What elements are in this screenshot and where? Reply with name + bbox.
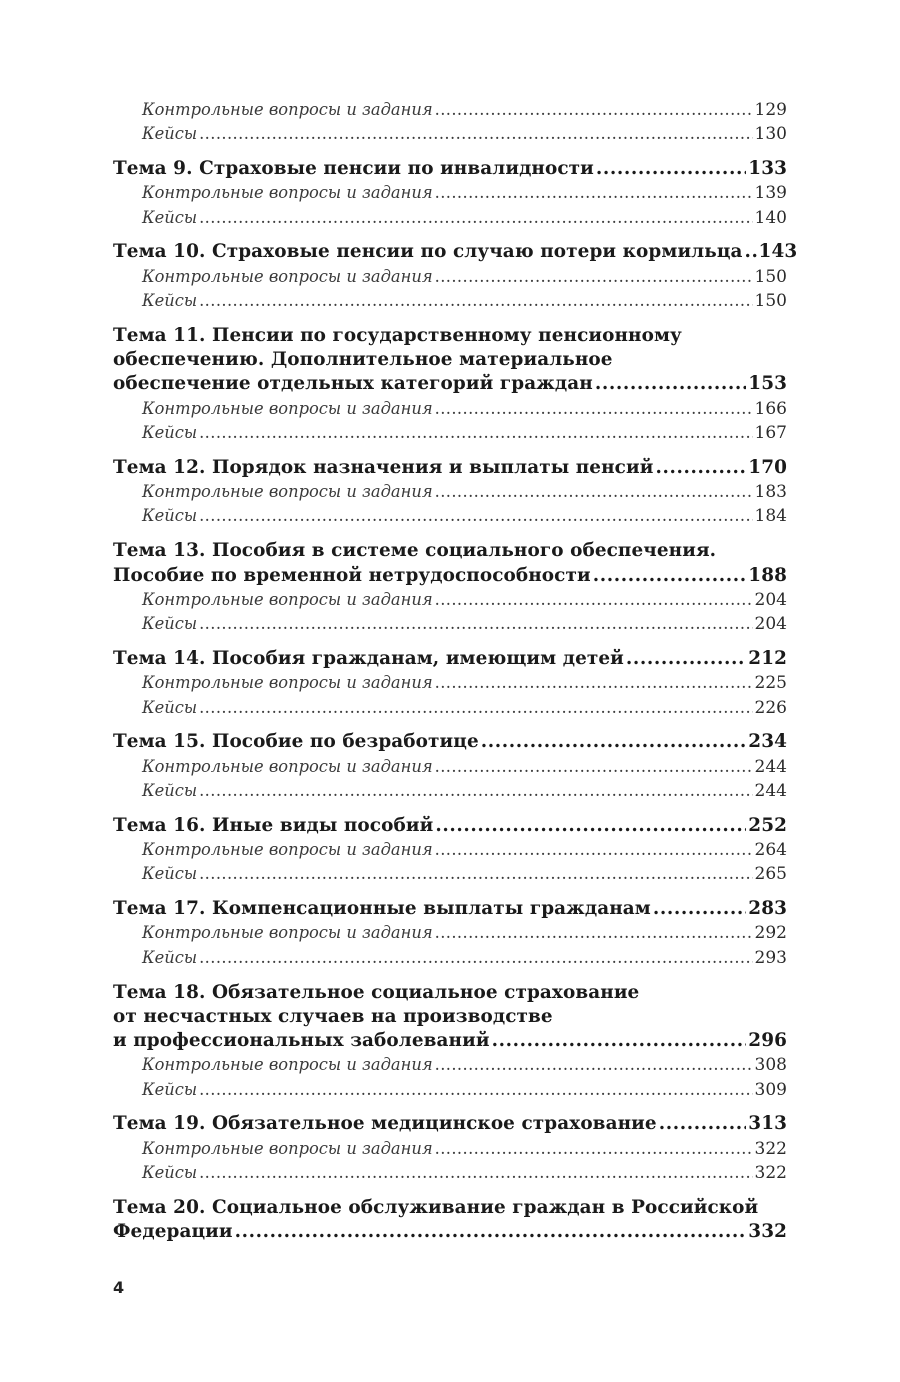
toc-entry-title: Кейсы [142,697,198,717]
toc-page-number: 283 [748,898,787,920]
toc-sub-cases [113,421,787,445]
dot-leader [653,897,746,921]
toc-entry-title: Контрольные вопросы и задания [142,482,433,502]
toc-page-number: 225 [754,673,787,694]
toc-topic-15 [113,730,787,754]
toc-page-number: 150 [754,291,787,312]
toc-page-number: 188 [748,564,787,586]
toc-page-number: 252 [748,814,787,836]
toc-entry-title: и профессиональных заболеваний [113,1030,490,1052]
toc-page-number: 170 [748,456,787,478]
toc-page-number: 265 [754,864,787,885]
dot-leader [655,456,746,480]
toc-sub-questions [113,1137,787,1161]
toc-page-number: 322 [754,1163,787,1184]
dot-leader [492,1029,747,1053]
toc-entry-title: Контрольные вопросы и задания [142,1138,433,1158]
toc-entry-title: Контрольные вопросы и задания [142,589,433,609]
toc-topic-13 [113,539,787,588]
toc-sub-cases [113,1078,787,1102]
toc-entry-title: Контрольные вопросы и задания [142,100,433,119]
toc-topic-12 [113,456,787,480]
toc-page-number: 309 [754,1079,787,1100]
toc-sub-questions [113,755,787,779]
toc-sub-questions [113,1053,787,1077]
toc-entry-title: Кейсы [142,291,198,311]
dot-leader [435,838,753,862]
toc-entry-title: Кейсы [142,207,198,227]
toc-entry-line [113,1220,787,1244]
toc-entry-line [113,1112,787,1136]
toc-entry-title: Кейсы [142,614,198,634]
toc-topic-11 [113,324,787,397]
toc-topic-20 [113,1196,787,1245]
dot-leader [199,1161,752,1185]
toc-page-number: 212 [748,647,787,669]
toc-entry-title: Кейсы [142,124,198,144]
dot-leader [596,157,746,181]
toc-entry-title: Контрольные вопросы и задания [142,183,433,203]
toc-entry-title: Контрольные вопросы и задания [142,840,433,860]
toc-entry-title: Контрольные вопросы и задания [142,673,433,693]
dot-leader [435,588,753,612]
toc-entry-title: Кейсы [142,947,198,967]
dot-leader [626,647,746,671]
toc-entry-title: Контрольные вопросы и задания [142,923,433,943]
toc-topic-10 [113,240,798,264]
toc-entry-line [113,564,787,588]
dot-leader [435,814,746,838]
dot-leader [199,862,752,886]
toc-sub-cases [113,612,787,636]
toc-sub-questions [113,588,787,612]
toc-page-number: 204 [754,589,787,610]
toc-entry-title: Тема 9. Страховые пенсии по инвалидности [113,158,594,180]
dot-leader [199,1078,752,1102]
dot-leader [593,564,747,588]
toc-entry-line [113,897,787,921]
dot-leader [199,946,752,970]
toc-topic-18 [113,981,787,1054]
toc-entry-title: Контрольные вопросы и задания [142,1055,433,1075]
toc-page-number: 332 [748,1221,787,1243]
toc-page-number: 184 [754,506,787,527]
toc-sub-questions [113,397,787,421]
toc-entry-title: Кейсы [142,423,198,443]
toc-page-number: 130 [754,124,787,145]
toc-entry-line [113,157,787,181]
toc-page-number: 308 [754,1055,787,1076]
toc-sub-questions [113,480,787,504]
toc-entry-title-line: обеспечению. Дополнительное материальное [113,349,613,371]
dot-leader [435,921,753,945]
toc-entry-title: Тема 10. Страховые пенсии по случаю потери кормильца [113,241,743,263]
dot-leader [435,480,753,504]
toc-topic-17 [113,897,787,921]
dot-leader [481,730,747,754]
toc-entry-line [113,814,787,838]
dot-leader [745,240,757,264]
dot-leader [199,206,752,230]
toc-entry-title-line: Тема 11. Пенсии по государственному пенсионному [113,324,682,346]
toc-page-number: 183 [754,482,787,503]
toc-entry-title: Кейсы [142,1079,198,1099]
toc-page-number: 167 [754,423,787,444]
toc-topic-9 [113,157,787,181]
toc-entry-title: Тема 12. Порядок назначения и выплаты пенсий [113,456,654,478]
dot-leader [199,504,752,528]
toc-sub-questions [113,181,787,205]
toc-entry-title-line: Тема 13. Пособия в системе социального обеспечения. [113,540,717,562]
toc-entry-line [113,456,787,480]
toc-sub-cases [113,1161,787,1185]
dot-leader [199,779,752,803]
toc-entry-title: Тема 16. Иные виды пособий [113,814,434,836]
dot-leader [435,98,753,122]
toc-entry-title: обеспечение отдельных категорий граждан [113,373,593,395]
toc-entry-title: Контрольные вопросы и задания [142,266,433,286]
toc-entry-line [113,372,787,396]
dot-leader [435,1053,753,1077]
toc-sub-cases [113,862,787,886]
toc-sub-cases [113,696,787,720]
toc-page-number: 264 [754,840,787,861]
dot-leader [199,612,752,636]
toc-topic-16 [113,814,787,838]
toc-sub-cases [113,504,787,528]
page-number: 4 [113,1278,125,1297]
dot-leader [235,1220,747,1244]
toc-page-number: 234 [748,731,787,753]
dot-leader [199,696,752,720]
dot-leader [435,755,753,779]
toc-sub-cases [113,206,787,230]
toc-page-number: 244 [754,780,787,801]
toc-sub-questions [113,921,787,945]
toc-entry-title-line: Тема 20. Социальное обслуживание граждан в Российской [113,1196,759,1218]
toc-entry-title: Кейсы [142,780,198,800]
toc-sub-questions [113,838,787,862]
toc-entry-title: Тема 14. Пособия гражданам, имеющим детей [113,647,624,669]
toc-page-number: 292 [754,923,787,944]
toc-entry-title: Контрольные вопросы и задания [142,756,433,776]
toc-entry-title: Кейсы [142,506,198,526]
dot-leader [199,122,752,146]
dot-leader [435,397,753,421]
toc-entry-title: Тема 19. Обязательное медицинское страхование [113,1113,657,1135]
toc-page-number: 244 [754,756,787,777]
toc-sub-cases [113,122,787,146]
toc-page-number: 143 [758,241,798,263]
toc-entry-line [113,1029,787,1053]
toc-entry-title: Тема 15. Пособие по безработице [113,731,479,753]
toc-sub-questions [113,265,787,289]
toc-entry-title: Федерации [113,1221,233,1243]
toc-page-number: 296 [748,1030,787,1052]
dot-leader [435,1137,753,1161]
table-of-contents [113,98,798,1244]
toc-page-number: 322 [754,1138,787,1159]
toc-page-number: 313 [748,1113,787,1135]
toc-entry-title: Кейсы [142,1163,198,1183]
dot-leader [435,265,753,289]
toc-page-number: 226 [754,697,787,718]
toc-entry-title: Контрольные вопросы и задания [142,398,433,418]
toc-entry-title: Кейсы [142,864,198,884]
dot-leader [435,671,753,695]
toc-entry-title-line: от несчастных случаев на производстве [113,1005,553,1027]
dot-leader [199,421,752,445]
toc-page-number: 150 [754,266,787,287]
toc-sub-cases [113,779,787,803]
toc-page-number: 153 [748,373,787,395]
dot-leader [199,289,752,313]
toc-page-number: 133 [748,158,787,180]
toc-page-number: 293 [754,947,787,968]
dot-leader [435,181,753,205]
toc-sub-questions [113,98,787,122]
toc-page-number: 140 [754,207,787,228]
toc-page-number: 166 [754,398,787,419]
toc-page-number: 129 [754,100,787,120]
toc-topic-19 [113,1112,787,1136]
toc-entry-title: Пособие по временной нетрудоспособности [113,564,591,586]
toc-entry-line [113,730,787,754]
toc-page-number: 204 [754,614,787,635]
toc-sub-questions [113,671,787,695]
toc-entry-title-line: Тема 18. Обязательное социальное страхование [113,981,640,1003]
toc-entry-line [113,647,787,671]
toc-topic-14 [113,647,787,671]
toc-page-number: 139 [754,183,787,204]
toc-entry-title: Тема 17. Компенсационные выплаты гражданам [113,898,651,920]
dot-leader [659,1112,747,1136]
toc-sub-cases [113,289,787,313]
toc-entry-line [113,240,798,264]
toc-sub-cases [113,946,787,970]
dot-leader [595,372,746,396]
